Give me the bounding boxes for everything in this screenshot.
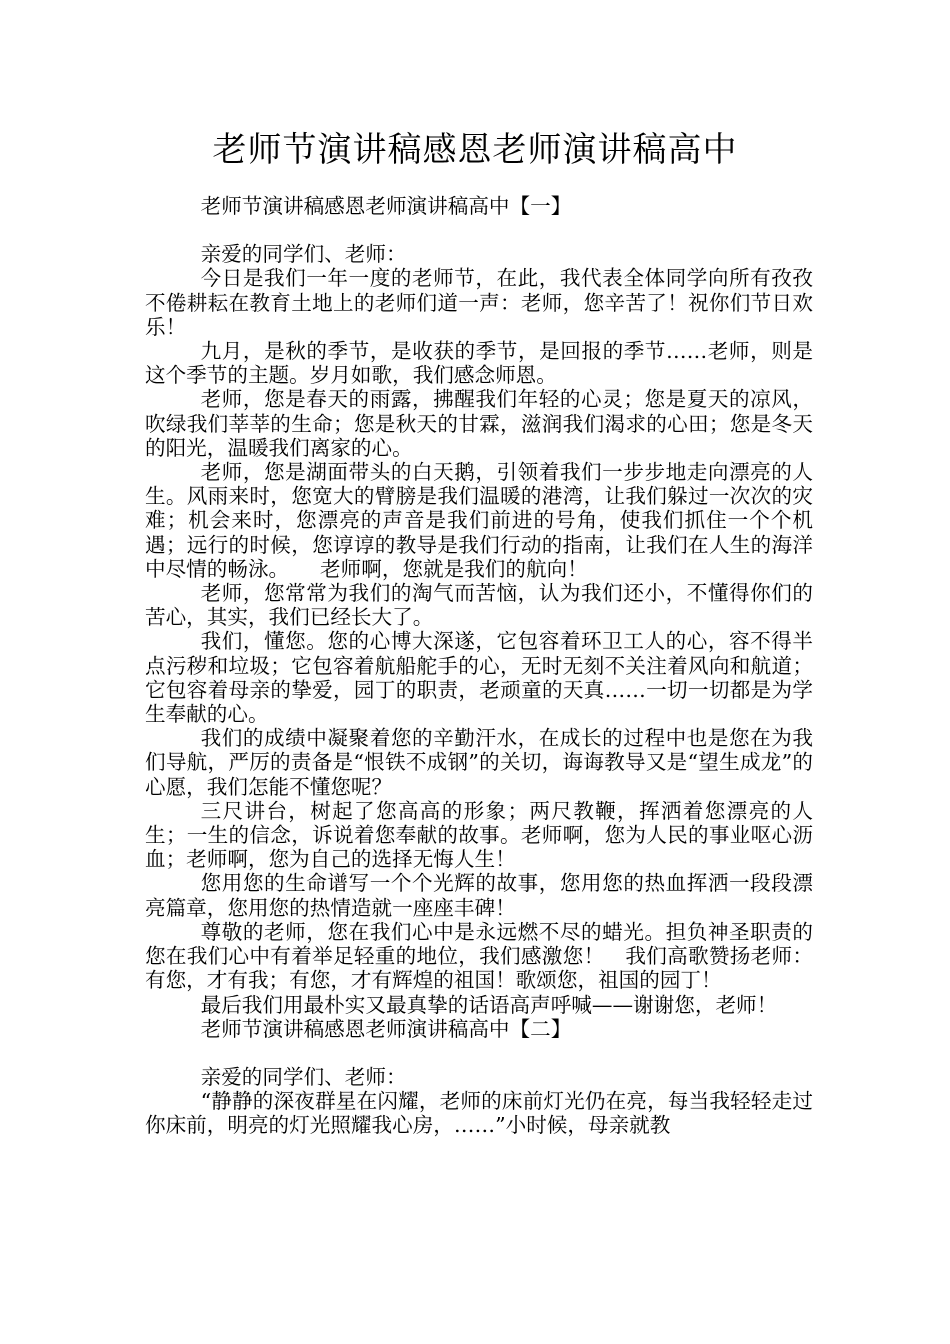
paragraph: 尊敬的老师，您在我们心中是永远燃不尽的蜡光。担负神圣职责的您在我们心中有着举足轻重的地位，我们感激您！ 我们高歌赞扬老师：有您，才有我；有您，才有辉煌的祖国！歌颂您，祖国的园丁！ (145, 919, 813, 993)
paragraph: 最后我们用最朴实又最真挚的话语高声呼喊——谢谢您，老师！ (200, 992, 778, 1017)
document-title: 老师节演讲稿感恩老师演讲稿高中 (212, 130, 738, 170)
paragraph: 我们，懂您。您的心博大深遂，它包容着环卫工人的心，容不得半点污秽和垃圾；它包容着航船舵手的心，无时无刻不关注着风向和航道；它包容着母亲的挚爱，园丁的职责，老顽童的天真……一切一切都是为学生奉献的心。 (145, 629, 813, 727)
greeting: 亲爱的同学们、老师： (200, 242, 407, 267)
document-body (145, 194, 813, 1138)
paragraph: 您用您的生命谱写一个个光辉的故事，您用您的热血挥洒一段段漂亮篇章，您用您的热情造就一座座丰碑！ (145, 871, 813, 920)
section-heading: 老师节演讲稿感恩老师演讲稿高中【一】 (200, 194, 572, 218)
paragraph: 今日是我们一年一度的老师节，在此，我代表全体同学向所有孜孜不倦耕耘在教育土地上的老师们道一声：老师，您辛苦了！祝你们节日欢乐！ (145, 266, 813, 339)
paragraph: “静静的深夜群星在闪耀，老师的床前灯光仍在亮，每当我轻轻走过你床前，明亮的灯光照耀我心房，……”小时候，母亲就教 (145, 1089, 813, 1138)
blank-line (145, 218, 813, 242)
paragraph: 老师，您是湖面带头的白天鹅，引领着我们一步步地走向漂亮的人生。风雨来时，您宽大的臂膀是我们温暖的港湾，让我们躲过一次次的灾难；机会来时，您漂亮的声音是我们前进的号角，使我们抓住一个个机遇；远行的时候，您谆谆的教导是我们行动的指南，让我们在人生的海洋中尽情的畅泳。 老师啊，您就是我们的航向！ (145, 460, 813, 581)
blank-line (145, 1041, 813, 1065)
paragraph: 我们的成绩中凝聚着您的辛勤汗水，在成长的过程中也是您在为我们导航，严厉的责备是“恨铁不成钢”的关切，诲诲教导又是“望生成龙”的心愿，我们怎能不懂您呢？ (145, 726, 813, 799)
greeting: 亲爱的同学们、老师： (200, 1064, 407, 1089)
section-heading: 老师节演讲稿感恩老师演讲稿高中【二】 (200, 1016, 572, 1041)
paragraph: 老师，您常常为我们的淘气而苦恼，认为我们还小，不懂得你们的苦心，其实，我们已经长大了。 (145, 581, 813, 630)
paragraph: 九月，是秋的季节，是收获的季节，是回报的季节……老师，则是这个季节的主题。岁月如歌，我们感念师恩。 (145, 339, 813, 388)
paragraph: 老师，您是春天的雨露，拂醒我们年轻的心灵；您是夏天的凉风，吹绿我们莘莘的生命；您是秋天的甘霖，滋润我们渴求的心田；您是冬天的阳光，温暖我们离家的心。 (145, 387, 813, 460)
paragraph: 三尺讲台，树起了您高高的形象；两尺教鞭，挥洒着您漂亮的人生；一生的信念，诉说着您奉献的故事。老师啊，您为人民的事业呕心沥血；老师啊，您为自己的选择无悔人生！ (145, 798, 813, 872)
